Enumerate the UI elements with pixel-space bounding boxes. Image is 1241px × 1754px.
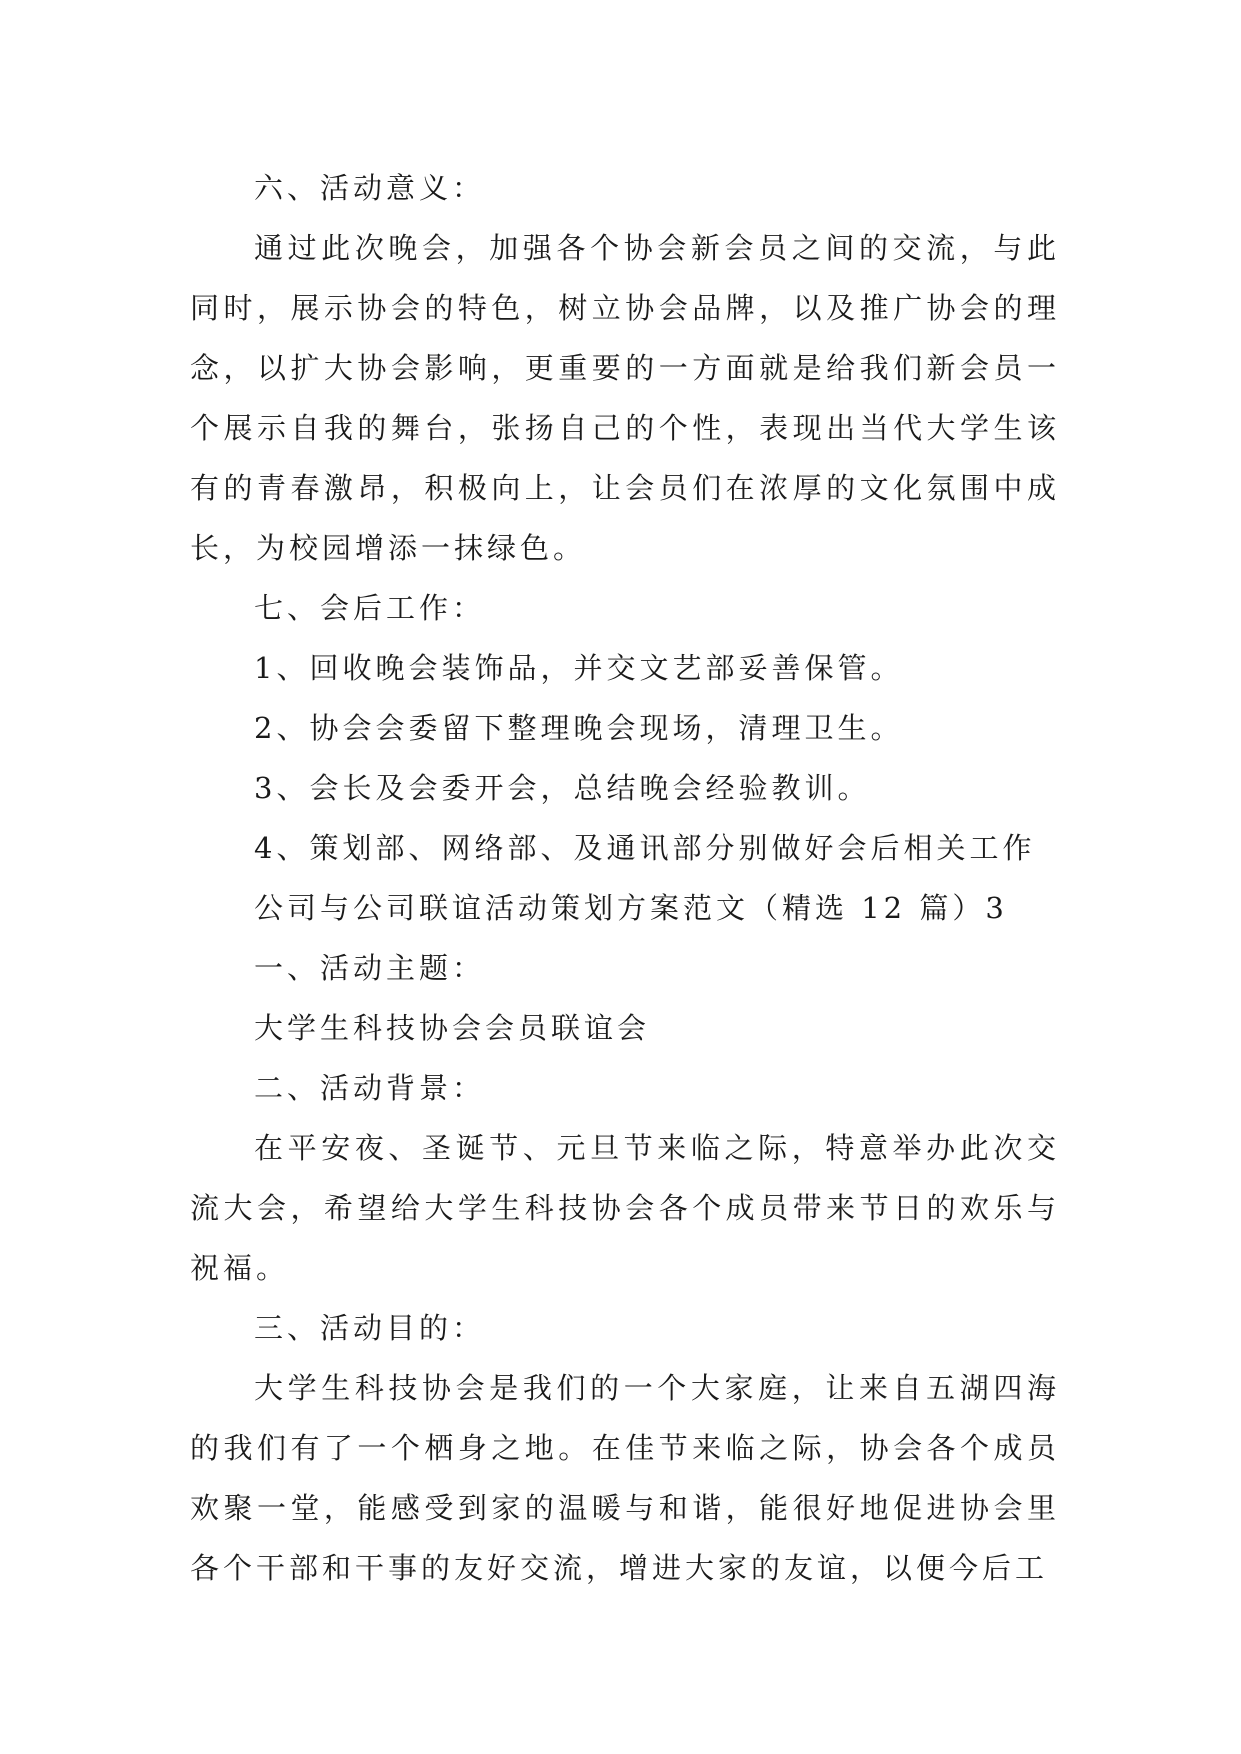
- list-item-2: 2、协会会委留下整理晚会现场，清理卫生。: [254, 711, 904, 745]
- heading-theme: 一、活动主题：: [254, 951, 486, 985]
- heading-background: 二、活动背景：: [254, 1071, 486, 1105]
- paragraph-background: 在平安夜、圣诞节、元旦节来临之际，特意举办此次交流大会，希望给大学生科技协会各个成员带来节日的欢乐与祝福。: [190, 1131, 1060, 1285]
- paragraph-significance: 通过此次晚会，加强各个协会新会员之间的交流，与此同时，展示协会的特色，树立协会品牌，以及推广协会的理念，以扩大协会影响，更重要的一方面就是给我们新会员一个展示自我的舞台，张扬自己的个性，表现出当代大学生该有的青春激昂，积极向上，让会员们在浓厚的文化氛围中成长，为校园增添一抹绿色。: [190, 231, 1060, 565]
- list-item-4: 4、策划部、网络部、及通讯部分别做好会后相关工作: [254, 831, 1036, 865]
- document-body: [190, 158, 1060, 1598]
- list-item-1: 1、回收晚会装饰品，并交文艺部妥善保管。: [254, 651, 904, 685]
- heading-significance: 六、活动意义：: [254, 171, 486, 205]
- heading-purpose: 三、活动目的：: [254, 1311, 486, 1345]
- section-title: 公司与公司联谊活动策划方案范文（精选 12 篇）3: [254, 891, 1008, 925]
- paragraph-theme: 大学生科技协会会员联谊会: [254, 1011, 651, 1045]
- list-item-3: 3、会长及会委开会，总结晚会经验教训。: [254, 771, 871, 805]
- heading-post-event-work: 七、会后工作：: [254, 591, 486, 625]
- paragraph-purpose: 大学生科技协会是我们的一个大家庭，让来自五湖四海的我们有了一个栖身之地。在佳节来临之际，协会各个成员欢聚一堂，能感受到家的温暖与和谐，能很好地促进协会里各个干部和干事的友好交流，增进大家的友谊，以便今后工: [190, 1371, 1060, 1585]
